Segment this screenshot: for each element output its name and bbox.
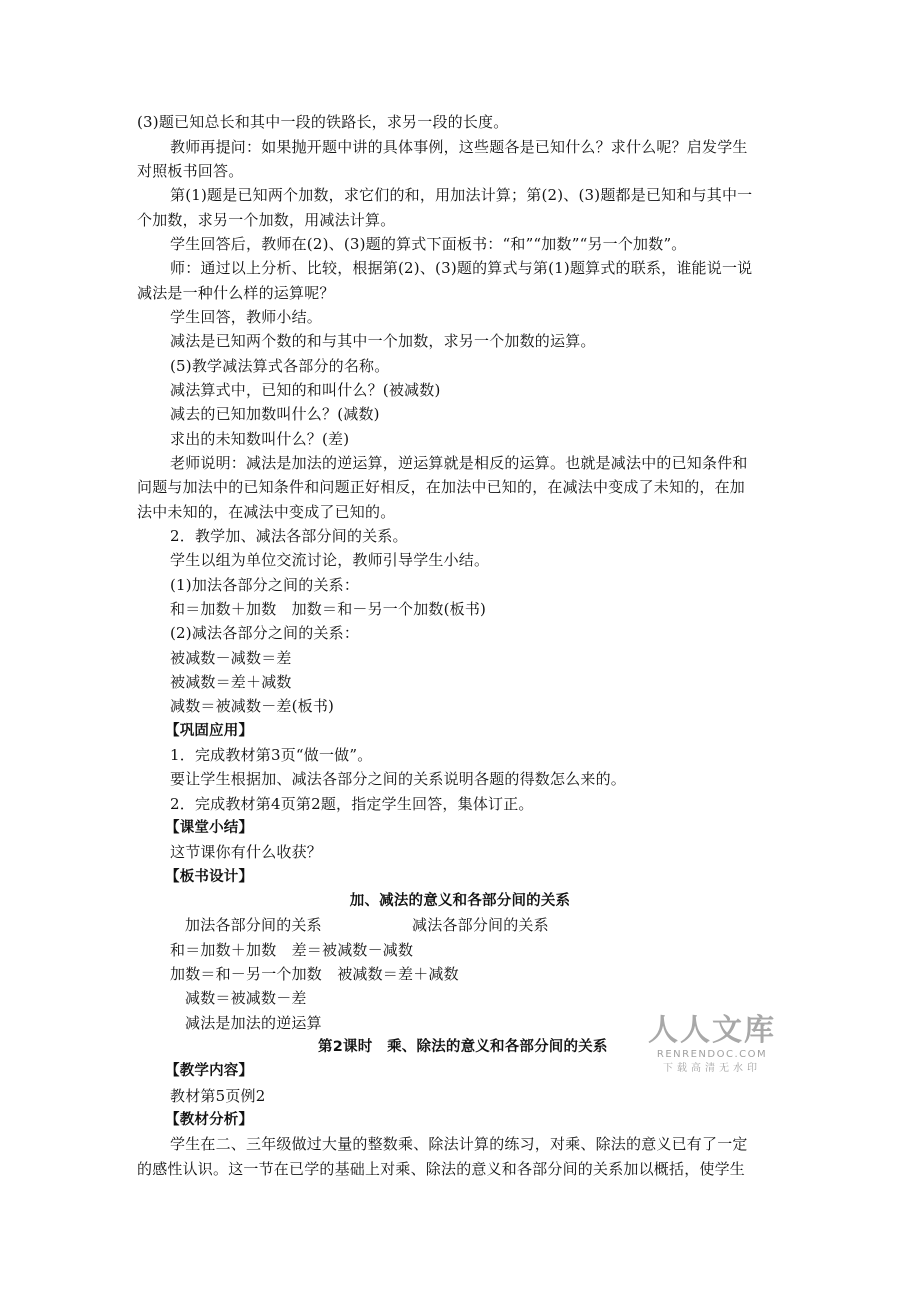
board-column-header: 减法各部分间的关系: [412, 916, 549, 934]
paragraph-line: (2)减法各部分之间的关系：: [170, 624, 360, 642]
section-heading: 【板书设计】: [165, 869, 254, 885]
formula-line: 和＝加数＋加数 差＝被减数－减数: [170, 941, 414, 959]
watermark-title: 人人文库: [648, 1013, 776, 1048]
paragraph-line: (3)题已知总长和其中一段的铁路长，求另一段的长度。: [137, 113, 509, 131]
lesson-title: 第2课时 乘、除法的意义和各部分间的关系: [318, 1039, 608, 1055]
watermark-logo: [648, 1014, 776, 1077]
paragraph-line: 减法是已知两个数的和与其中一个加数，求另一个加数的运算。: [170, 332, 596, 350]
paragraph-line: 学生在二、三年级做过大量的整数乘、除法计算的练习，对乘、除法的意义已有了一定: [170, 1135, 748, 1153]
watermark-domain: RENRENDOC.COM: [656, 1049, 768, 1060]
paragraph-line: 这节课你有什么收获？: [170, 843, 323, 861]
paragraph-line: 减法算式中，已知的和叫什么？(被减数): [170, 381, 441, 399]
formula-line: 被减数－减数＝差: [170, 649, 292, 667]
paragraph-line: (5)教学减法算式各部分的名称。: [170, 357, 390, 375]
paragraph-line: 2．教学加、减法各部分间的关系。: [170, 527, 408, 545]
formula-line: 加数＝和－另一个加数 被减数＝差＋减数: [170, 965, 459, 983]
paragraph-line: 学生回答，教师小结。: [170, 308, 323, 326]
paragraph-line: 的感性认识。这一节在已学的基础上对乘、除法的意义和各部分间的关系加以概括，使学生: [137, 1160, 746, 1178]
formula-line: 减数＝被减数－差(板书): [170, 697, 335, 715]
paragraph-line: 2．完成教材第4页第2题，指定学生回答，集体订正。: [170, 795, 534, 813]
paragraph-line: 师：通过以上分析、比较，根据第(2)、(3)题的算式与第(1)题算式的联系，谁能说一说: [170, 259, 753, 277]
paragraph-line: 要让学生根据加、减法各部分之间的关系说明各题的得数怎么来的。: [170, 770, 627, 788]
section-heading: 【课堂小结】: [165, 820, 254, 836]
paragraph-line: 教师再提问：如果抛开题中讲的具体事例，这些题各是已知什么？求什么呢？启发学生: [170, 138, 748, 156]
paragraph-line: 教材第5页例2: [170, 1087, 266, 1105]
formula-line: 和＝加数＋加数 加数＝和－另一个加数(板书): [170, 600, 487, 618]
section-heading: 【教学内容】: [165, 1063, 254, 1079]
formula-line: 被减数＝差＋减数: [170, 673, 292, 691]
paragraph-line: 个加数，求另一个加数，用减法计算。: [137, 211, 396, 229]
formula-line: 减数＝被减数－差: [185, 989, 307, 1007]
paragraph-line: 减去的已知加数叫什么？(减数): [170, 405, 380, 423]
paragraph-line: 老师说明：减法是加法的逆运算，逆运算就是相反的运算。也就是减法中的已知条件和: [170, 454, 748, 472]
board-design-title: 加、减法的意义和各部分间的关系: [349, 893, 571, 909]
paragraph-line: 求出的未知数叫什么？(差): [170, 430, 350, 448]
board-column-header: 加法各部分间的关系: [185, 916, 322, 934]
paragraph-line: 减法是一种什么样的运算呢？: [137, 284, 335, 302]
paragraph-line: 问题与加法中的已知条件和问题正好相反，在加法中已知的，在减法中变成了未知的，在加: [137, 478, 746, 496]
section-heading: 【巩固应用】: [165, 723, 254, 739]
paragraph-line: 对照板书回答。: [137, 162, 244, 180]
watermark-tagline: 下载高清无水印: [663, 1063, 761, 1074]
paragraph-line: 学生回答后，教师在(2)、(3)题的算式下面板书：“和”“加数”“另一个加数”。: [170, 235, 687, 253]
section-heading: 【教材分析】: [165, 1112, 254, 1128]
paragraph-line: 1．完成教材第3页“做一做”。: [170, 746, 373, 764]
paragraph-line: 减法是加法的逆运算: [185, 1014, 322, 1032]
paragraph-line: 第(1)题是已知两个加数，求它们的和，用加法计算；第(2)、(3)题都是已知和与其中一: [170, 186, 753, 204]
paragraph-line: 法中未知的，在减法中变成了已知的。: [137, 503, 396, 521]
paragraph-line: 学生以组为单位交流讨论，教师引导学生小结。: [170, 551, 490, 569]
paragraph-line: (1)加法各部分之间的关系：: [170, 576, 360, 594]
